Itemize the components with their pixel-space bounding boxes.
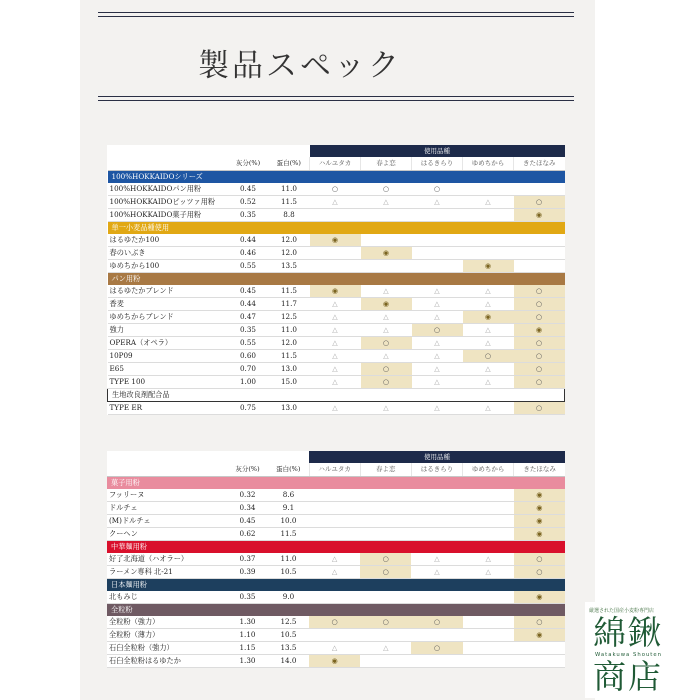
column-header: きたほなみ: [514, 463, 565, 477]
column-header: 灰分(%): [227, 463, 268, 477]
product-row: [108, 196, 565, 209]
triangle-mark: △: [309, 553, 360, 566]
triangle-mark: △: [310, 350, 361, 363]
triangle-mark: △: [412, 196, 463, 209]
product-name: ラーメン専科 北-21: [107, 566, 227, 579]
triangle-mark: △: [412, 363, 463, 376]
product-row: [107, 489, 565, 502]
usage-cell: [411, 515, 462, 528]
product-name: フッリーヌ: [107, 489, 227, 502]
product-row: [107, 502, 565, 515]
usage-cell: [514, 234, 565, 247]
ash-value: 1.30: [227, 655, 268, 668]
title-rule: [98, 100, 574, 101]
ash-value: 0.37: [227, 553, 268, 566]
product-name: 香麦: [108, 298, 228, 311]
product-row: [108, 350, 565, 363]
circle-mark: ○: [514, 285, 565, 298]
product-name: TYPE 100: [108, 376, 228, 389]
ash-value: 0.55: [228, 260, 269, 273]
category-label: パン用粉: [108, 273, 565, 286]
usage-cell: [412, 209, 463, 222]
triangle-mark: △: [310, 376, 361, 389]
triangle-mark: △: [310, 324, 361, 337]
triangle-mark: △: [310, 363, 361, 376]
column-header: きたほなみ: [514, 157, 565, 171]
triangle-mark: △: [463, 324, 514, 337]
circle-mark: ○: [412, 183, 463, 196]
product-name: E65: [108, 363, 228, 376]
usage-cell: [309, 489, 360, 502]
product-name: 10P09: [108, 350, 228, 363]
ash-value: 1.00: [228, 376, 269, 389]
product-name: 強力: [108, 324, 228, 337]
circle-mark: ○: [360, 553, 411, 566]
ash-value: 0.34: [227, 502, 268, 515]
triangle-mark: △: [310, 402, 361, 415]
usage-cell: [361, 234, 412, 247]
logo-romaji: Watakuwa Shouten: [595, 652, 663, 658]
ash-value: 0.39: [227, 566, 268, 579]
product-name: はるゆたかブレンド: [108, 285, 228, 298]
circle-mark: ○: [361, 183, 412, 196]
category-row: [108, 389, 565, 402]
column-header: ハルユタカ: [309, 463, 360, 477]
product-row: [108, 363, 565, 376]
triangle-mark: △: [412, 285, 463, 298]
usage-cell: [309, 528, 360, 541]
dot-circle-mark: ◉: [310, 285, 361, 298]
product-row: [107, 528, 565, 541]
blank-cell: [268, 451, 309, 463]
triangle-mark: △: [412, 311, 463, 324]
protein-value: 13.0: [269, 363, 310, 376]
triangle-mark: △: [412, 376, 463, 389]
usage-cell: [463, 183, 514, 196]
usage-cell: [463, 489, 514, 502]
product-row: [108, 402, 565, 415]
usage-cell: [463, 591, 514, 604]
category-row: [107, 477, 565, 490]
product-row: [108, 209, 565, 222]
usage-header: 使用品種: [310, 145, 565, 157]
ash-value: 1.10: [227, 629, 268, 642]
dot-circle-mark: ◉: [514, 528, 565, 541]
dot-circle-mark: ◉: [463, 311, 514, 324]
circle-mark: ○: [361, 363, 412, 376]
usage-cell: [360, 591, 411, 604]
circle-mark: ○: [514, 350, 565, 363]
top-rule: [98, 16, 574, 17]
triangle-mark: △: [361, 402, 412, 415]
ash-value: 0.35: [227, 591, 268, 604]
spec-table-other: [107, 451, 565, 668]
usage-cell: [309, 629, 360, 642]
usage-cell: [310, 209, 361, 222]
ash-value: 0.45: [228, 183, 269, 196]
usage-header-row: [108, 145, 565, 157]
ash-value: 0.35: [228, 324, 269, 337]
product-row: [107, 616, 565, 629]
product-name: 石臼全粒粉はるゆたか: [107, 655, 227, 668]
dot-circle-mark: ◉: [361, 247, 412, 260]
triangle-mark: △: [412, 350, 463, 363]
blank-cell: [107, 463, 227, 477]
protein-value: 11.0: [269, 324, 310, 337]
circle-mark: ○: [463, 350, 514, 363]
circle-mark: ○: [514, 402, 565, 415]
circle-mark: ○: [309, 616, 360, 629]
category-row: [108, 273, 565, 286]
circle-mark: ○: [310, 183, 361, 196]
top-rule: [98, 12, 574, 13]
product-name: TYPE ER: [108, 402, 228, 415]
usage-cell: [310, 247, 361, 260]
protein-value: 11.7: [269, 298, 310, 311]
triangle-mark: △: [463, 402, 514, 415]
circle-mark: ○: [514, 298, 565, 311]
triangle-mark: △: [463, 337, 514, 350]
ash-value: 0.44: [228, 234, 269, 247]
product-row: [107, 566, 565, 579]
product-row: [108, 311, 565, 324]
usage-cell: [309, 591, 360, 604]
usage-cell: [412, 247, 463, 260]
product-row: [108, 298, 565, 311]
store-logo: [585, 602, 698, 698]
product-name: 石臼全粒粉（強力）: [107, 642, 227, 655]
circle-mark: ○: [514, 311, 565, 324]
triangle-mark: △: [310, 337, 361, 350]
category-label: 日本麺用粉: [107, 579, 565, 592]
product-name: 100%HOKKAIDO菓子用粉: [108, 209, 228, 222]
usage-cell: [411, 655, 462, 668]
spec-table-bread: [107, 145, 565, 415]
product-name: 100%HOKKAIDOパン用粉: [108, 183, 228, 196]
protein-value: 12.5: [268, 616, 309, 629]
circle-mark: ○: [361, 337, 412, 350]
triangle-mark: △: [412, 402, 463, 415]
category-row: [107, 579, 565, 592]
ash-value: 0.47: [228, 311, 269, 324]
column-header: 春よ恋: [360, 463, 411, 477]
usage-header: 使用品種: [309, 451, 565, 463]
protein-value: 12.0: [269, 234, 310, 247]
usage-cell: [514, 260, 565, 273]
product-row: [107, 642, 565, 655]
usage-cell: [411, 629, 462, 642]
dot-circle-mark: ◉: [514, 489, 565, 502]
protein-value: 10.5: [268, 629, 309, 642]
ash-value: 0.46: [228, 247, 269, 260]
category-row: [108, 222, 565, 235]
dot-circle-mark: ◉: [514, 209, 565, 222]
usage-cell: [411, 502, 462, 515]
category-label: 全粒粉: [107, 604, 565, 617]
product-name: ゆめちからブレンド: [108, 311, 228, 324]
ash-value: 0.32: [227, 489, 268, 502]
protein-value: 8.6: [268, 489, 309, 502]
triangle-mark: △: [360, 642, 411, 655]
protein-value: 11.5: [269, 350, 310, 363]
protein-value: 12.0: [269, 247, 310, 260]
triangle-mark: △: [463, 196, 514, 209]
product-row: [108, 337, 565, 350]
circle-mark: ○: [514, 363, 565, 376]
usage-cell: [411, 489, 462, 502]
protein-value: 11.5: [268, 528, 309, 541]
blank-cell: [228, 145, 269, 157]
circle-mark: ○: [411, 642, 462, 655]
usage-cell: [360, 528, 411, 541]
category-label: 菓子用粉: [107, 477, 565, 490]
circle-mark: ○: [360, 566, 411, 579]
usage-cell: [463, 629, 514, 642]
column-header: 蛋白(%): [268, 463, 309, 477]
circle-mark: ○: [514, 376, 565, 389]
triangle-mark: △: [361, 324, 412, 337]
usage-cell: [411, 591, 462, 604]
triangle-mark: △: [310, 196, 361, 209]
product-name: (M)ドルチェ: [107, 515, 227, 528]
product-name: ゆめちから100: [108, 260, 228, 273]
category-row: [107, 541, 565, 554]
triangle-mark: △: [411, 566, 462, 579]
triangle-mark: △: [310, 311, 361, 324]
ash-value: 0.44: [228, 298, 269, 311]
product-row: [108, 324, 565, 337]
product-row: [108, 285, 565, 298]
product-name: 春のいぶき: [108, 247, 228, 260]
triangle-mark: △: [309, 566, 360, 579]
triangle-mark: △: [361, 350, 412, 363]
usage-cell: [463, 655, 514, 668]
blank-cell: [227, 451, 268, 463]
ash-value: 0.52: [228, 196, 269, 209]
protein-value: 9.1: [268, 502, 309, 515]
ash-value: 0.62: [227, 528, 268, 541]
protein-value: 14.0: [268, 655, 309, 668]
usage-header-row: [107, 451, 565, 463]
dot-circle-mark: ◉: [514, 515, 565, 528]
dot-circle-mark: ◉: [361, 298, 412, 311]
circle-mark: ○: [514, 337, 565, 350]
usage-cell: [463, 234, 514, 247]
product-name: はるゆたか100: [108, 234, 228, 247]
usage-cell: [514, 183, 565, 196]
usage-cell: [360, 502, 411, 515]
usage-cell: [310, 260, 361, 273]
product-name: 全粒粉（薄力）: [107, 629, 227, 642]
protein-value: 11.5: [269, 285, 310, 298]
usage-cell: [360, 629, 411, 642]
product-name: 好了北海道（ハオラー）: [107, 553, 227, 566]
usage-cell: [514, 655, 565, 668]
category-row: [108, 171, 565, 184]
triangle-mark: △: [463, 285, 514, 298]
dot-circle-mark: ◉: [514, 502, 565, 515]
product-name: OPERA（オペラ）: [108, 337, 228, 350]
category-label: 中華麺用粉: [107, 541, 565, 554]
product-name: クーヘン: [107, 528, 227, 541]
triangle-mark: △: [463, 376, 514, 389]
ash-value: 0.55: [228, 337, 269, 350]
usage-cell: [514, 247, 565, 260]
column-header: ハルユタカ: [310, 157, 361, 171]
ash-value: 0.70: [228, 363, 269, 376]
usage-cell: [463, 502, 514, 515]
usage-cell: [463, 209, 514, 222]
circle-mark: ○: [360, 616, 411, 629]
usage-cell: [514, 642, 565, 655]
usage-cell: [309, 515, 360, 528]
blank-cell: [107, 451, 227, 463]
product-row: [107, 515, 565, 528]
product-row: [107, 629, 565, 642]
logo-tagline: 厳選された国産小麦粉専門店: [589, 608, 655, 614]
triangle-mark: △: [411, 553, 462, 566]
triangle-mark: △: [463, 363, 514, 376]
circle-mark: ○: [514, 553, 565, 566]
product-row: [108, 260, 565, 273]
circle-mark: ○: [411, 616, 462, 629]
column-header: ゆめちから: [463, 157, 514, 171]
product-name: ドルチェ: [107, 502, 227, 515]
product-row: [107, 655, 565, 668]
protein-value: 10.5: [268, 566, 309, 579]
usage-cell: [361, 260, 412, 273]
product-row: [108, 183, 565, 196]
circle-mark: ○: [412, 324, 463, 337]
protein-value: 9.0: [268, 591, 309, 604]
triangle-mark: △: [361, 311, 412, 324]
circle-mark: ○: [361, 376, 412, 389]
blank-cell: [269, 145, 310, 157]
product-name: 全粒粉（強力）: [107, 616, 227, 629]
product-name: 北もみじ: [107, 591, 227, 604]
triangle-mark: △: [309, 642, 360, 655]
circle-mark: ○: [514, 566, 565, 579]
triangle-mark: △: [412, 298, 463, 311]
triangle-mark: △: [463, 566, 514, 579]
dot-circle-mark: ◉: [514, 629, 565, 642]
column-header: はるきらり: [412, 157, 463, 171]
dot-circle-mark: ◉: [310, 234, 361, 247]
protein-value: 11.5: [269, 196, 310, 209]
dot-circle-mark: ◉: [514, 324, 565, 337]
usage-cell: [463, 247, 514, 260]
category-label: 生地改良剤配合品: [108, 389, 565, 402]
dot-circle-mark: ◉: [514, 591, 565, 604]
circle-mark: ○: [514, 616, 565, 629]
usage-cell: [463, 515, 514, 528]
usage-cell: [412, 234, 463, 247]
protein-value: 13.5: [268, 642, 309, 655]
protein-value: 13.0: [269, 402, 310, 415]
usage-cell: [361, 209, 412, 222]
ash-value: 0.75: [228, 402, 269, 415]
usage-cell: [360, 489, 411, 502]
protein-value: 12.0: [269, 337, 310, 350]
protein-value: 11.0: [269, 183, 310, 196]
usage-cell: [411, 528, 462, 541]
product-name: 100%HOKKAIDOピッツァ用粉: [108, 196, 228, 209]
ash-value: 0.45: [227, 515, 268, 528]
product-row: [108, 234, 565, 247]
column-header-row: [107, 463, 565, 477]
title-rule: [98, 96, 574, 97]
ash-value: 0.35: [228, 209, 269, 222]
logo-name-line1: 綿鍬: [593, 613, 663, 652]
protein-value: 15.0: [269, 376, 310, 389]
triangle-mark: △: [463, 298, 514, 311]
page-title: 製品スペック: [198, 48, 402, 84]
blank-cell: [108, 145, 228, 157]
product-row: [108, 376, 565, 389]
product-row: [107, 553, 565, 566]
ash-value: 1.30: [227, 616, 268, 629]
dot-circle-mark: ◉: [463, 260, 514, 273]
triangle-mark: △: [463, 553, 514, 566]
triangle-mark: △: [361, 285, 412, 298]
column-header: 春よ恋: [361, 157, 412, 171]
column-header: 蛋白(%): [269, 157, 310, 171]
usage-cell: [412, 260, 463, 273]
protein-value: 12.5: [269, 311, 310, 324]
blank-cell: [108, 157, 228, 171]
protein-value: 13.5: [269, 260, 310, 273]
triangle-mark: △: [361, 196, 412, 209]
triangle-mark: △: [310, 298, 361, 311]
protein-value: 10.0: [268, 515, 309, 528]
category-label: 100%HOKKAIDOシリーズ: [108, 171, 565, 184]
usage-cell: [309, 502, 360, 515]
usage-cell: [360, 515, 411, 528]
dot-circle-mark: ◉: [309, 655, 360, 668]
column-header: 灰分(%): [228, 157, 269, 171]
usage-cell: [360, 655, 411, 668]
circle-mark: ○: [514, 196, 565, 209]
product-row: [107, 591, 565, 604]
product-row: [108, 247, 565, 260]
column-header: はるきらり: [411, 463, 462, 477]
column-header-row: [108, 157, 565, 171]
usage-cell: [463, 642, 514, 655]
column-header: ゆめちから: [463, 463, 514, 477]
protein-value: 8.8: [269, 209, 310, 222]
logo-name-line2: 商店: [593, 657, 663, 696]
protein-value: 11.0: [268, 553, 309, 566]
ash-value: 1.15: [227, 642, 268, 655]
category-row: [107, 604, 565, 617]
ash-value: 0.45: [228, 285, 269, 298]
usage-cell: [463, 616, 514, 629]
usage-cell: [463, 528, 514, 541]
category-label: 単一小麦品種使用: [108, 222, 565, 235]
triangle-mark: △: [412, 337, 463, 350]
ash-value: 0.60: [228, 350, 269, 363]
